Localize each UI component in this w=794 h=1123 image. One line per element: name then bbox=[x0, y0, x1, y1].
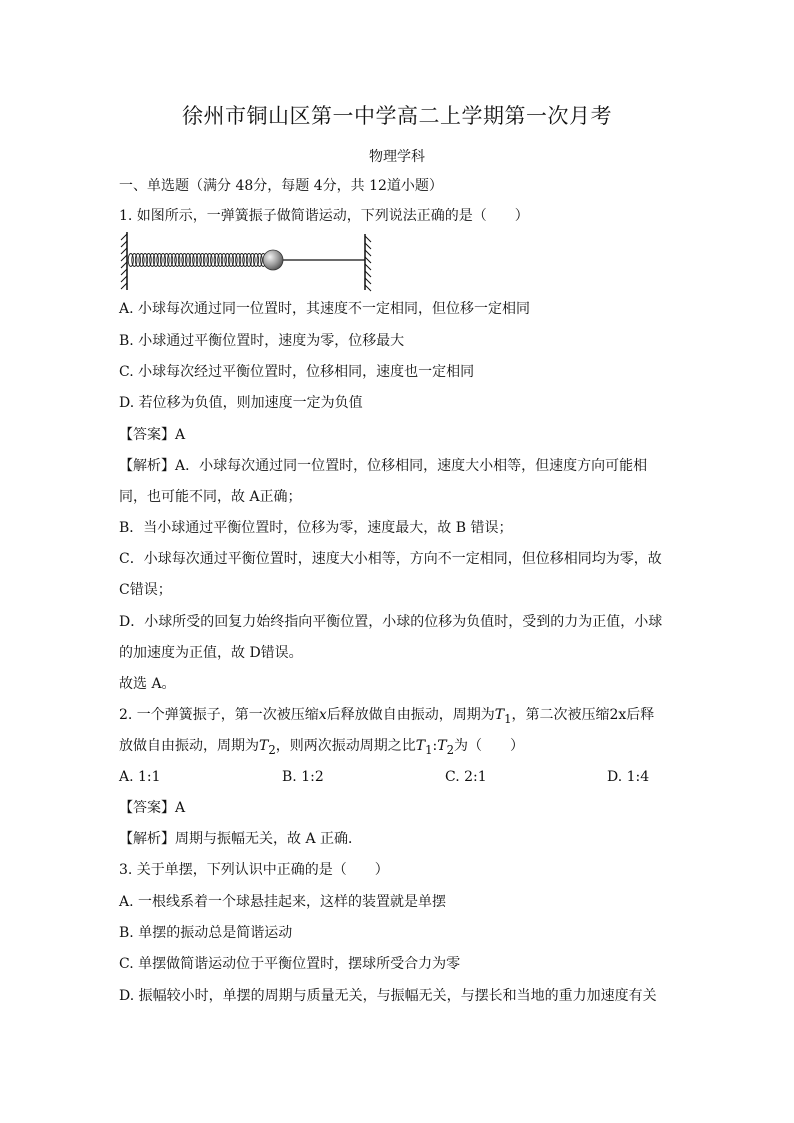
q1-analysis-line: 的加速度为正值，故 D错误。 bbox=[119, 645, 303, 661]
q1-option-d: D. 若位移为负值，则加速度一定为负值 bbox=[119, 395, 363, 411]
q1-analysis-line: C．小球每次通过平衡位置时，速度大小相等，方向不一定相同，但位移相同均为零，故 bbox=[119, 551, 662, 567]
spring-oscillator-figure bbox=[119, 232, 379, 296]
right-wall-icon bbox=[365, 234, 371, 291]
spring-icon bbox=[128, 254, 266, 267]
q3-option-a: A. 一根线系着一个球悬挂起来，这样的装置就是单摆 bbox=[119, 894, 447, 910]
q2-analysis: 【解析】周期与振幅无关，故 A 正确． bbox=[119, 831, 363, 847]
q1-answer: 【答案】A bbox=[119, 427, 186, 443]
exam-title: 徐州市铜山区第一中学高二上学期第一次月考 bbox=[182, 104, 612, 128]
q2-option-c: C. 2:1 bbox=[445, 769, 487, 785]
q2-stem-line2: 放做自由振动，周期为$T_2$，则两次振动周期之比$T_1:T_2$为（ ） bbox=[119, 738, 525, 757]
section-heading: 一、单选题（满分 48分，每题 4分，共 12道小题） bbox=[119, 178, 443, 194]
q1-analysis-line: 故选 A。 bbox=[119, 676, 176, 692]
q2-option-a: A. 1:1 bbox=[119, 769, 161, 785]
q1-option-b: B. 小球通过平衡位置时，速度为零，位移最大 bbox=[119, 333, 405, 349]
q2-answer: 【答案】A bbox=[119, 800, 186, 816]
ball-icon bbox=[263, 250, 283, 270]
q2-option-b: B. 1:2 bbox=[282, 769, 324, 785]
exam-subtitle: 物理学科 bbox=[369, 149, 425, 165]
q3-option-b: B. 单摆的振动总是简谐运动 bbox=[119, 925, 293, 941]
left-wall-icon bbox=[121, 232, 127, 290]
q1-option-a: A. 小球每次通过同一位置时，其速度不一定相同，但位移一定相同 bbox=[119, 301, 531, 317]
q1-analysis-line: 【解析】A．小球每次通过同一位置时，位移相同，速度大小相等，但速度方向可能相 bbox=[119, 458, 648, 474]
q2-stem: 2. 一个弹簧振子，第一次被压缩x后释放做自由振动，周期为$T_1$，第二次被压缩2x后释 bbox=[119, 707, 655, 726]
q1-analysis-line: B．当小球通过平衡位置时，位移为零，速度最大，故 B 错误； bbox=[119, 520, 513, 536]
q1-analysis-line: 同，也可能不同，故 A正确； bbox=[119, 489, 302, 505]
q1-stem: 1. 如图所示，一弹簧振子做简谐运动，下列说法正确的是（ ） bbox=[119, 208, 529, 224]
q1-analysis-line: C错误； bbox=[119, 582, 172, 598]
q3-option-d: D. 振幅较小时，单摆的周期与质量无关，与振幅无关，与摆长和当地的重力加速度有关 bbox=[119, 988, 657, 1004]
q1-analysis-line: D．小球所受的回复力始终指向平衡位置，小球的位移为负值时，受到的力为正值，小球 bbox=[119, 614, 663, 630]
q2-option-d: D. 1:4 bbox=[607, 769, 650, 785]
q3-stem: 3. 关于单摆，下列认识中正确的是（ ） bbox=[119, 862, 389, 878]
q3-option-c: C. 单摆做简谐运动位于平衡位置时，摆球所受合力为零 bbox=[119, 956, 461, 972]
q1-option-c: C. 小球每次经过平衡位置时，位移相同，速度也一定相同 bbox=[119, 364, 475, 380]
